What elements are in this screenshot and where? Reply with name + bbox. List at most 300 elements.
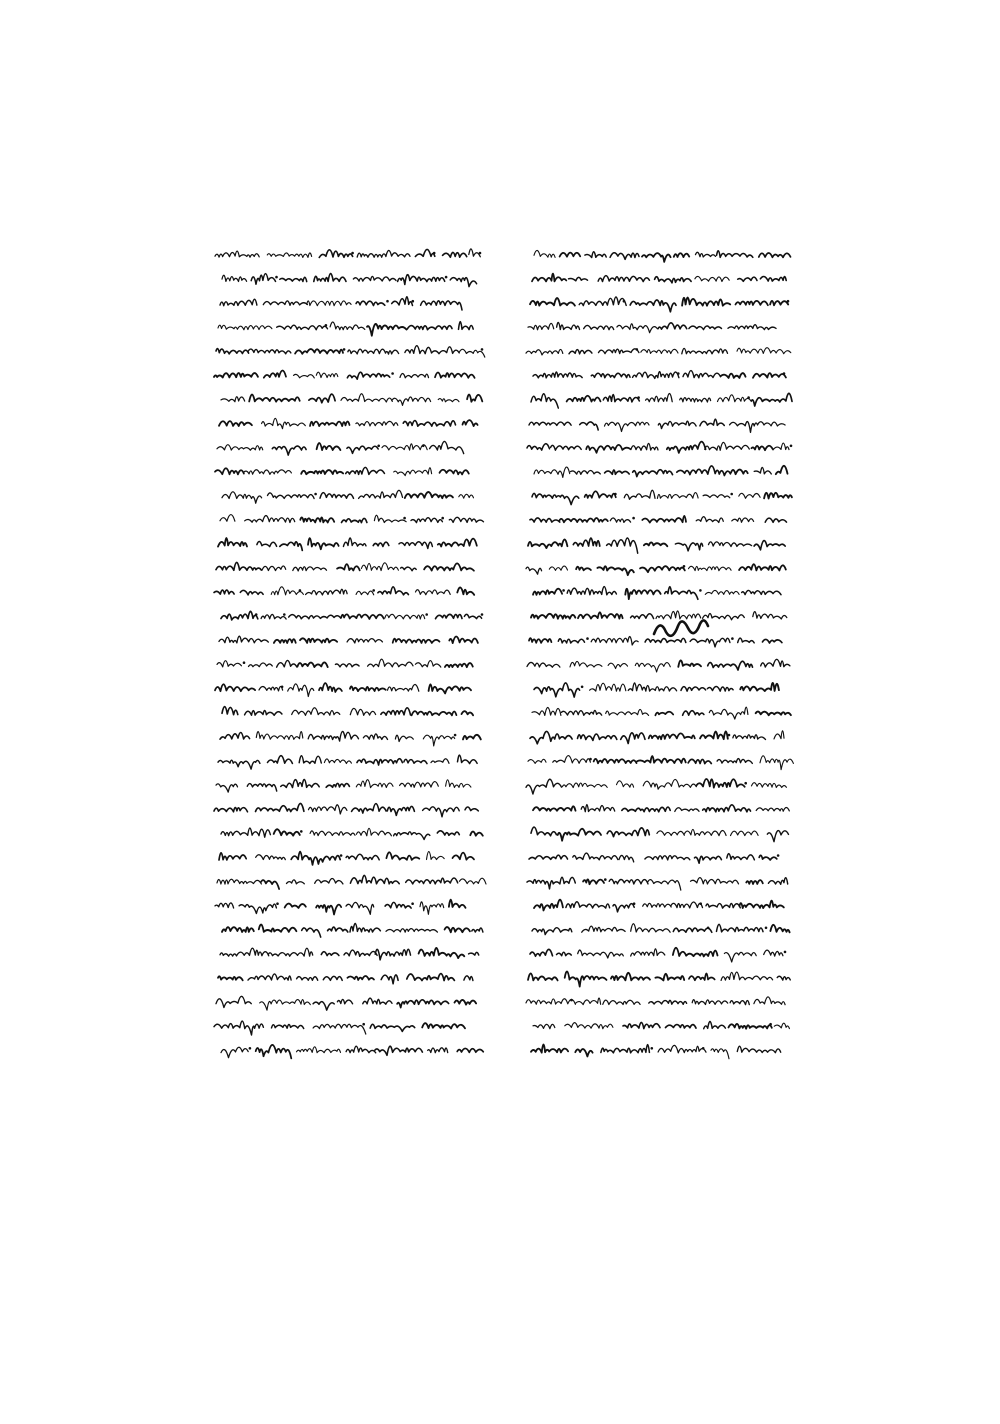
handwritten-word (446, 780, 471, 788)
handwritten-word (394, 832, 430, 840)
handwritten-word (756, 807, 789, 811)
handwritten-word (752, 393, 792, 406)
handwritten-dot (730, 493, 733, 496)
handwritten-word (443, 252, 467, 257)
handwritten-word (462, 711, 474, 715)
handwritten-word (218, 760, 260, 769)
handwritten-word (335, 664, 359, 667)
handwritten-word (472, 928, 483, 932)
left-text-column (210, 242, 482, 1062)
handwritten-word (655, 277, 692, 283)
handwritten-word (635, 663, 670, 672)
handwritten-word (415, 661, 440, 668)
handwritten-line (533, 587, 781, 600)
handwritten-word (268, 756, 293, 764)
handwritten-dot (362, 1023, 365, 1026)
handwritten-word (309, 394, 335, 403)
handwritten-word (631, 949, 665, 956)
handwritten-word (643, 779, 696, 789)
handwritten-word (341, 394, 392, 402)
handwritten-dot (340, 854, 343, 857)
handwritten-word (585, 491, 616, 498)
handwritten-word (361, 563, 398, 571)
handwritten-word (427, 852, 445, 860)
handwritten-word (611, 973, 650, 980)
handwritten-word (628, 683, 676, 691)
handwritten-word (591, 637, 638, 645)
handwritten-word (217, 879, 261, 884)
handwritten-word (526, 779, 562, 794)
handwritten-word (682, 348, 728, 353)
handwritten-word (403, 421, 455, 427)
handwritten-word (268, 493, 315, 499)
handwritten-line (218, 974, 473, 984)
handwritten-dot (747, 396, 750, 399)
handwritten-word (736, 301, 768, 305)
handwritten-word (356, 421, 398, 426)
handwritten-dot (325, 324, 328, 327)
handwritten-word (337, 564, 360, 570)
handwritten-word (319, 250, 352, 258)
handwritten-word (363, 998, 392, 1004)
handwritten-word (251, 274, 275, 285)
handwritten-word (705, 442, 750, 450)
handwritten-word (249, 395, 300, 402)
handwritten-word (316, 905, 341, 915)
handwritten-dot (683, 565, 686, 568)
handwritten-word (469, 952, 479, 955)
handwritten-word (386, 929, 437, 932)
handwritten-word (606, 709, 649, 715)
handwritten-word (411, 518, 442, 523)
handwritten-word (704, 1021, 726, 1028)
handwritten-word (560, 253, 581, 257)
handwritten-word (300, 638, 337, 643)
right-text-column (522, 242, 792, 1062)
handwritten-word (533, 1024, 555, 1028)
handwritten-word (703, 614, 745, 620)
handwritten-dot (783, 372, 786, 375)
handwritten-word (578, 734, 617, 740)
handwritten-dot (243, 661, 246, 664)
handwritten-word (404, 759, 427, 763)
handwritten-dot (562, 589, 565, 592)
handwritten-word (658, 323, 687, 329)
handwritten-word (287, 880, 305, 884)
handwritten-word (431, 759, 449, 763)
handwritten-word (637, 756, 686, 763)
handwritten-word (221, 397, 245, 402)
handwritten-word (724, 952, 756, 962)
handwritten-word (692, 1000, 728, 1005)
handwritten-word (392, 297, 413, 306)
handwritten-word (459, 494, 474, 498)
handwritten-dot (372, 589, 375, 592)
handwritten-word (293, 567, 327, 571)
handwritten-word (599, 349, 639, 354)
handwritten-word (569, 350, 592, 354)
handwritten-word (731, 470, 748, 475)
handwritten-dot (604, 878, 607, 881)
handwritten-line (532, 707, 791, 719)
handwritten-word (464, 614, 481, 618)
handwritten-line (215, 467, 469, 475)
handwritten-word (449, 517, 483, 522)
handwritten-word (728, 325, 776, 330)
handwritten-line (534, 466, 788, 478)
handwritten-word (695, 856, 722, 863)
handwritten-word (565, 1023, 613, 1029)
handwritten-line (215, 683, 471, 696)
handwritten-word (449, 636, 478, 643)
handwritten-word (642, 516, 686, 523)
handwritten-word (690, 638, 730, 647)
handwritten-dot (441, 517, 444, 520)
handwritten-word (217, 445, 263, 451)
handwritten-dot (479, 252, 482, 255)
handwritten-word (576, 998, 601, 1005)
handwritten-word (631, 924, 670, 932)
handwritten-word (220, 733, 250, 740)
handwritten-word (457, 1048, 483, 1052)
handwritten-word (346, 1046, 376, 1053)
handwritten-word (424, 563, 474, 570)
handwritten-line (529, 637, 782, 647)
handwritten-word (392, 397, 431, 405)
handwritten-word (677, 466, 731, 476)
handwritten-dot (377, 445, 380, 448)
handwritten-word (746, 880, 763, 884)
handwritten-word (590, 683, 626, 691)
handwritten-word (280, 542, 303, 551)
handwritten-dot (386, 300, 389, 303)
handwritten-line (219, 418, 478, 428)
handwritten-word (753, 612, 787, 619)
handwritten-word (308, 538, 339, 549)
handwritten-word (533, 806, 576, 810)
handwritten-word (586, 445, 630, 453)
handwritten-word (558, 829, 601, 841)
handwritten-word (435, 373, 475, 378)
handwritten-word (467, 395, 482, 402)
handwritten-dot (276, 902, 279, 905)
handwritten-word (770, 925, 789, 932)
handwritten-word (294, 374, 315, 378)
handwritten-word (718, 395, 752, 402)
handwritten-word (630, 300, 676, 312)
left-column-handwriting (210, 242, 482, 1062)
handwritten-dot (614, 493, 617, 496)
handwritten-word (302, 928, 321, 937)
handwritten-word (527, 444, 550, 450)
right-column-handwriting (522, 242, 792, 1062)
handwritten-word (601, 1045, 650, 1053)
handwritten-word (326, 783, 349, 787)
handwritten-word (609, 879, 648, 884)
handwritten-word (603, 1000, 640, 1004)
handwritten-line (530, 731, 784, 744)
handwritten-word (297, 662, 327, 667)
handwritten-word (346, 902, 374, 914)
handwritten-word (386, 852, 419, 860)
handwritten-word (689, 326, 722, 330)
handwritten-line (532, 490, 792, 504)
handwritten-word (281, 780, 320, 788)
handwritten-word (420, 902, 444, 914)
handwritten-line (215, 900, 466, 915)
handwritten-word (624, 490, 655, 499)
handwritten-word (370, 1024, 415, 1031)
handwritten-line (218, 755, 477, 769)
handwritten-word (464, 976, 473, 981)
handwritten-word (623, 1022, 660, 1028)
handwritten-word (385, 902, 411, 908)
handwritten-word (526, 567, 542, 574)
handwritten-word (774, 731, 784, 739)
handwritten-word (528, 323, 554, 329)
handwritten-word (752, 446, 773, 450)
handwritten-word (267, 253, 311, 257)
handwritten-line (219, 852, 474, 865)
handwritten-word (643, 903, 672, 907)
handwritten-word (764, 422, 785, 426)
handwritten-line (531, 611, 787, 620)
handwritten-word (529, 638, 551, 643)
handwritten-word (738, 638, 755, 643)
handwritten-word (760, 277, 786, 282)
handwritten-word (534, 683, 580, 697)
handwritten-word (419, 948, 465, 958)
handwritten-word (764, 493, 792, 499)
handwritten-word (578, 950, 624, 958)
handwritten-line (214, 803, 478, 816)
handwritten-word (759, 855, 777, 860)
handwritten-word (646, 394, 673, 402)
handwritten-word (739, 493, 760, 498)
handwritten-word (739, 901, 783, 908)
handwritten-word (696, 252, 716, 257)
handwritten-word (605, 422, 650, 431)
handwritten-word (649, 1000, 687, 1004)
handwritten-word (559, 518, 608, 522)
handwritten-word (259, 686, 283, 690)
handwritten-word (760, 756, 793, 770)
handwritten-word (705, 590, 739, 594)
handwritten-dot (454, 734, 457, 737)
handwritten-word (313, 1024, 366, 1034)
handwritten-word (342, 518, 367, 522)
handwritten-word (737, 348, 791, 354)
handwritten-word (633, 372, 679, 379)
handwritten-word (582, 926, 625, 932)
handwritten-word (249, 663, 273, 667)
handwritten-word (527, 877, 575, 889)
handwritten-word (531, 827, 556, 836)
handwritten-dot (707, 927, 710, 930)
handwritten-word (393, 639, 440, 643)
handwritten-word (367, 324, 407, 336)
handwritten-word (220, 299, 257, 305)
handwritten-word (585, 252, 606, 258)
handwritten-dot (790, 445, 793, 448)
handwritten-word (449, 900, 466, 908)
handwritten-word (573, 538, 600, 546)
handwritten-word (385, 614, 425, 619)
handwritten-word (263, 301, 307, 305)
handwritten-word (711, 1049, 729, 1059)
handwritten-word (398, 275, 445, 285)
handwritten-word (457, 587, 474, 594)
handwritten-word (531, 394, 558, 408)
handwritten-word (309, 805, 347, 814)
handwritten-dot (403, 517, 406, 520)
handwritten-dot (699, 902, 702, 905)
handwritten-word (530, 298, 575, 306)
handwritten-word (526, 999, 575, 1005)
handwritten-word (696, 517, 723, 523)
handwritten-word (397, 1000, 449, 1008)
handwritten-word (549, 566, 567, 570)
handwritten-word (221, 828, 270, 837)
handwritten-word (764, 950, 783, 956)
handwritten-line (221, 1045, 483, 1059)
handwritten-word (307, 301, 351, 306)
handwritten-word (350, 924, 380, 932)
handwritten-word (314, 274, 346, 282)
handwritten-dot (445, 276, 448, 279)
handwritten-word (733, 735, 766, 740)
handwritten-word (214, 808, 248, 812)
handwritten-line (528, 971, 790, 986)
handwritten-word (450, 278, 476, 287)
handwritten-word (217, 661, 241, 667)
handwritten-word (470, 832, 483, 836)
handwritten-word (576, 567, 591, 571)
handwritten-dot (300, 830, 303, 833)
handwritten-line (216, 562, 474, 570)
handwritten-word (566, 902, 610, 908)
handwritten-word (763, 639, 782, 643)
handwritten-line (533, 371, 786, 379)
handwritten-word (591, 373, 630, 377)
handwritten-word (289, 615, 341, 619)
handwritten-word (215, 251, 259, 257)
handwritten-word (222, 492, 262, 503)
handwritten-word (256, 855, 286, 860)
handwritten-word (216, 784, 238, 792)
handwritten-word (594, 759, 637, 763)
handwritten-word (280, 277, 307, 281)
handwritten-word (759, 253, 791, 257)
handwritten-line (218, 322, 473, 336)
handwritten-line (218, 538, 477, 550)
handwritten-word (272, 446, 306, 455)
handwritten-word (645, 638, 686, 642)
handwritten-word (315, 879, 343, 884)
handwritten-line (220, 297, 462, 310)
handwritten-dot (422, 445, 425, 448)
handwritten-word (533, 372, 582, 378)
handwritten-word (463, 420, 478, 426)
handwritten-word (703, 805, 751, 812)
handwritten-word (459, 322, 474, 330)
handwritten-line (526, 564, 786, 575)
handwritten-word (374, 515, 406, 522)
handwritten-line (534, 683, 779, 697)
handwritten-word (222, 275, 247, 281)
handwritten-word (319, 683, 342, 692)
handwritten-word (740, 683, 779, 691)
handwritten-word (375, 1046, 423, 1055)
handwritten-word (216, 996, 251, 1007)
handwritten-word (658, 1045, 706, 1052)
handwritten-dot (699, 589, 702, 592)
handwritten-word (527, 662, 560, 667)
handwritten-word (407, 974, 455, 981)
handwritten-word (261, 614, 286, 619)
handwritten-word (561, 710, 601, 715)
handwritten-word (220, 515, 235, 522)
handwritten-word (382, 444, 427, 450)
handwritten-line (532, 924, 790, 935)
handwritten-line (214, 1021, 465, 1035)
handwritten-word (573, 853, 618, 860)
handwritten-word (400, 782, 439, 788)
handwritten-line (217, 441, 464, 455)
handwritten-word (348, 349, 399, 354)
handwritten-word (567, 396, 601, 402)
handwritten-word (617, 781, 634, 787)
handwritten-word (610, 518, 630, 522)
handwritten-word (337, 999, 352, 1003)
handwritten-word (645, 856, 690, 860)
handwritten-line (529, 853, 779, 863)
handwritten-line (214, 370, 475, 379)
handwritten-word (422, 1023, 465, 1028)
handwritten-word (406, 878, 458, 884)
handwritten-word (259, 925, 297, 932)
handwritten-word (674, 253, 689, 257)
handwritten-word (739, 564, 786, 570)
handwritten-line (217, 659, 473, 667)
handwritten-word (708, 661, 753, 670)
handwritten-dot (769, 1023, 772, 1026)
handwritten-word (350, 686, 386, 691)
handwritten-word (709, 707, 748, 719)
handwritten-dot (481, 348, 484, 351)
handwritten-word (274, 829, 300, 835)
handwritten-word (777, 976, 790, 980)
handwritten-dot (784, 951, 787, 954)
handwritten-line (534, 250, 791, 261)
handwritten-word (530, 949, 553, 956)
handwritten-word (768, 878, 787, 885)
handwritten-word (407, 326, 452, 330)
handwritten-word (532, 928, 572, 935)
handwritten-word (395, 735, 413, 741)
handwritten-line (528, 538, 785, 553)
handwritten-word (321, 952, 339, 956)
handwritten-word (529, 855, 568, 859)
handwritten-word (445, 663, 473, 667)
handwritten-dot (636, 348, 639, 351)
handwritten-word (272, 1024, 304, 1028)
handwritten-dot (581, 686, 584, 689)
handwritten-word (696, 779, 745, 788)
handwritten-word (248, 974, 291, 980)
handwritten-dot (633, 902, 636, 905)
handwritten-word (631, 443, 658, 450)
